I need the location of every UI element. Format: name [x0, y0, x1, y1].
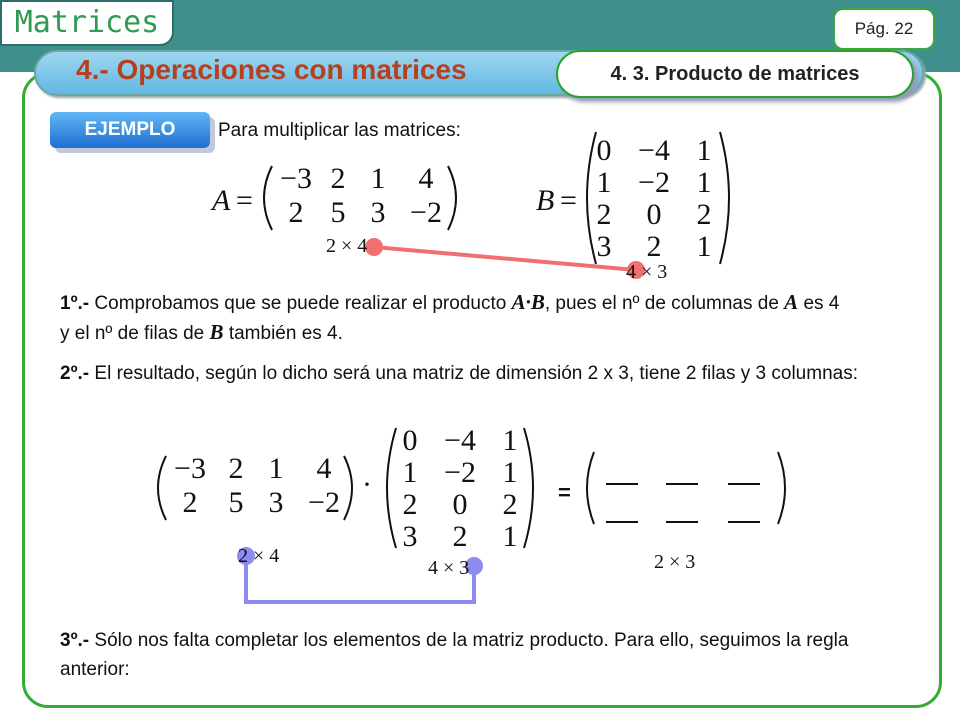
equals-sign: = [558, 480, 571, 505]
step-1-number: 1º.- [60, 293, 90, 314]
matrix-b-cell: 2 [696, 198, 712, 231]
matrix-a-cell: −2 [410, 196, 442, 229]
step-2-body: El resultado, según lo dicho será una matriz de dimensión 2 x 3, tiene 2 filas y 3 columnas: [89, 363, 858, 384]
matrix-a2-cell: 1 [268, 452, 284, 485]
matrix-b-cell: 1 [596, 166, 612, 199]
step-3-number: 3º.- [60, 630, 90, 651]
matrix-b-cell: 1 [696, 230, 712, 263]
matrix-a-cell: 1 [370, 162, 386, 195]
multiply-dot: · [362, 468, 372, 501]
matrix-a2-cell: −3 [174, 452, 206, 485]
matrix-b-cell: −4 [638, 134, 670, 167]
matrix-a-cell: 2 [288, 196, 304, 229]
matrix-b-right-bracket [720, 132, 729, 264]
matrix-b2-left-bracket [387, 428, 396, 548]
matrix-a2-cell: 2 [228, 452, 244, 485]
step-1-var-a: A [784, 290, 799, 314]
step-1-var-ab: A·B [511, 290, 545, 314]
matrix-a-cell: 2 [330, 162, 346, 195]
matrix-b2-dimension: 4 × 3 [428, 557, 470, 579]
connector-dot-a [365, 238, 383, 256]
step-1-part-4: también es 4. [223, 323, 343, 344]
matrix-b2-cell: 1 [502, 456, 518, 489]
matrix-a2-cell: 5 [228, 486, 244, 519]
matrix-b2-cell: 0 [452, 488, 468, 521]
matrix-b-cell: 2 [646, 230, 662, 263]
step-1-part-2: , pues el nº de columnas de [544, 293, 785, 314]
matrix-b-cell: 0 [646, 198, 662, 231]
matrix-a2-cell: −2 [308, 486, 340, 519]
step-1-part-1: Comprobamos que se puede realizar el producto [89, 293, 512, 314]
matrix-a-name: A [212, 184, 231, 217]
matrix-a2-left-bracket [158, 456, 166, 520]
matrix-b2-cell: 2 [502, 488, 518, 521]
product-right-bracket [778, 452, 785, 524]
matrix-b-cell: 0 [596, 134, 612, 167]
intro-text: Para multiplicar las matrices: [218, 120, 461, 141]
matrix-b-dimension: 4 × 3 [626, 261, 668, 283]
matrix-a2-cell: 4 [316, 452, 332, 485]
step-2-number: 2º.- [60, 363, 90, 384]
matrix-b-cell: 2 [596, 198, 612, 231]
matrix-a-right-bracket [448, 166, 456, 230]
app-title: Matrices [0, 0, 174, 46]
page-number-badge: Pág. 22 [833, 8, 935, 50]
matrix-a-cell: 5 [330, 196, 346, 229]
matrix-a-cell: −3 [280, 162, 312, 195]
matrix-a-dimension: 2 × 4 [326, 235, 368, 257]
matrix-b-cell: 1 [696, 134, 712, 167]
matrix-b2-cell: 3 [402, 520, 418, 553]
step-1-var-b: B [209, 320, 224, 344]
product-dimension: 2 × 3 [654, 551, 696, 573]
matrix-b2-cell: −4 [444, 424, 476, 457]
matrix-a-equals: = [236, 184, 253, 217]
subsection-title: 4. 3. Producto de matrices [556, 50, 914, 98]
matrix-a2-cell: 3 [268, 486, 284, 519]
matrix-b-equals: = [560, 184, 577, 217]
matrix-b-left-bracket [587, 132, 596, 264]
matrix-b2-cell: 2 [452, 520, 468, 553]
matrix-b-cells [597, 134, 712, 263]
step-1-part-3: es 4 y el nº de filas de [60, 293, 840, 344]
matrix-b2-cell: −2 [444, 456, 476, 489]
matrix-b2-cell: 1 [502, 520, 518, 553]
matrix-b2-cell: 0 [402, 424, 418, 457]
matrix-b-cell: 3 [596, 230, 612, 263]
matrix-a2-right-bracket [344, 456, 352, 520]
section-title: 4.- Operaciones con matrices [76, 54, 467, 85]
matrix-a-cells [280, 162, 442, 229]
product-left-bracket [587, 452, 594, 524]
matrix-b2-cells [403, 424, 518, 553]
matrix-a2-cell: 2 [182, 486, 198, 519]
matrix-a-left-bracket [264, 166, 272, 230]
matrix-b2-cell: 1 [402, 456, 418, 489]
product-blanks [606, 484, 760, 522]
ejemplo-badge: EJEMPLO [50, 112, 210, 148]
matrix-b2-cell: 1 [502, 424, 518, 457]
step-3-body: Sólo nos falta completar los elementos de la matriz producto. Para ello, seguimos la regla anterior: [60, 630, 849, 680]
matrix-b-cell: −2 [638, 166, 670, 199]
matrix-a-cell: 3 [370, 196, 386, 229]
matrix-a2-cells [174, 452, 340, 519]
matrix-b-cell: 1 [696, 166, 712, 199]
matrix-a-cell: 4 [418, 162, 434, 195]
matrix-b2-cell: 2 [402, 488, 418, 521]
matrix-b2-right-bracket [524, 428, 533, 548]
matrix-b-name: B [536, 184, 555, 217]
matrix-a2-dimension: 2 × 4 [238, 545, 280, 567]
